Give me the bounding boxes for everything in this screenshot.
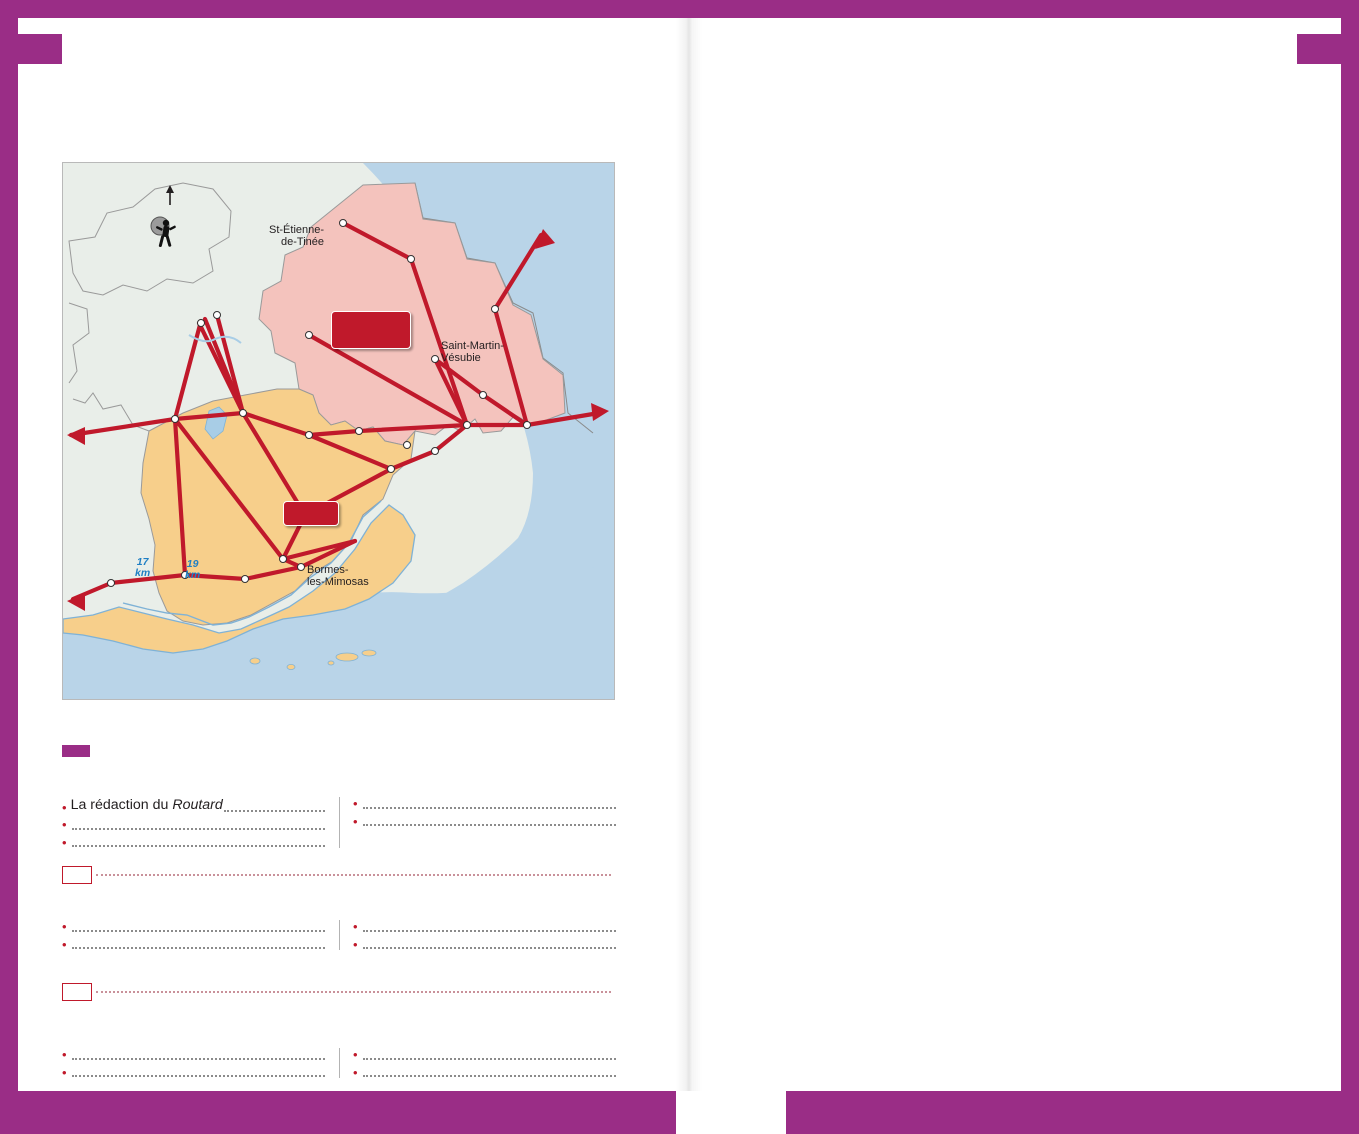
toc-entry[interactable] xyxy=(62,816,326,834)
toc-entry[interactable] xyxy=(62,1064,326,1082)
leader-dots xyxy=(72,1058,325,1060)
map-city-st-etienne-de-tinee: St-Étienne- de-Tinée xyxy=(269,224,325,248)
bullet-icon: • xyxy=(62,1064,67,1080)
leader-dots xyxy=(72,947,325,949)
bullet-icon: • xyxy=(353,1047,358,1062)
section-label xyxy=(62,866,92,884)
leader-dots xyxy=(363,1058,616,1060)
region-map xyxy=(62,162,615,700)
map-graphics xyxy=(63,163,614,699)
column-divider xyxy=(339,1048,340,1078)
page-number-right xyxy=(1297,34,1359,64)
bullet-icon: • xyxy=(62,817,67,833)
toc-entry[interactable] xyxy=(353,936,617,954)
map-dot xyxy=(107,579,115,587)
map-dot xyxy=(463,421,471,429)
map-dot xyxy=(197,319,205,327)
entries-preambule xyxy=(62,795,617,851)
entries-comment-y-aller xyxy=(62,918,617,953)
entry-column-2 xyxy=(353,918,617,953)
entry-column-1 xyxy=(62,795,326,851)
map-dot xyxy=(403,441,411,449)
bullet-icon: • xyxy=(62,936,67,952)
bullet-icon: • xyxy=(353,796,358,811)
entry-column-2 xyxy=(353,1046,617,1081)
leader-dots xyxy=(363,930,616,932)
toc-entry-label: La rédaction du Routard xyxy=(70,797,223,813)
map-city-bormes-les-mimosas: Bormes- les-Mimosas xyxy=(307,564,369,588)
map-badge-alpes-maritimes xyxy=(331,311,411,349)
entry-column-2 xyxy=(353,795,617,851)
column-divider xyxy=(339,920,340,950)
section-label xyxy=(62,983,92,1001)
leader-dots xyxy=(363,807,616,809)
map-city-saint-martin-vesubie: Saint-Martin- Vésubie xyxy=(441,340,504,364)
map-dot xyxy=(407,255,415,263)
map-dot xyxy=(431,355,439,363)
toc-entry[interactable] xyxy=(353,795,617,813)
map-distance: 17 km xyxy=(135,556,151,580)
toc-entry[interactable] xyxy=(353,813,617,831)
leader-dots xyxy=(72,1075,325,1077)
section-heading-comment-y-aller[interactable] xyxy=(62,866,617,884)
toc-entry[interactable] xyxy=(353,1064,617,1082)
right-page xyxy=(688,18,1341,1091)
bullet-icon: • xyxy=(62,919,67,934)
entries-bon-a-savoir xyxy=(62,1046,617,1081)
toc-entry[interactable] xyxy=(353,1046,617,1064)
bullet-icon: • xyxy=(353,936,358,952)
leader-dots xyxy=(363,1075,616,1077)
toc-entry[interactable] xyxy=(62,834,326,852)
toc-entry[interactable] xyxy=(353,918,617,936)
map-dot xyxy=(523,421,531,429)
hiker-icon xyxy=(147,215,183,253)
bullet-icon: • xyxy=(62,799,67,815)
map-dot xyxy=(241,575,249,583)
section-heading-bon-a-savoir[interactable] xyxy=(62,983,617,1001)
map-dot xyxy=(387,465,395,473)
map-dot xyxy=(305,431,313,439)
leader-dots xyxy=(72,930,325,932)
leader-dots xyxy=(96,874,611,876)
leader-dots xyxy=(72,828,325,830)
column-divider xyxy=(339,797,340,848)
leader-dots xyxy=(363,947,616,949)
spine-bottom-gap xyxy=(676,1091,786,1134)
bullet-icon: • xyxy=(353,919,358,934)
leader-dots xyxy=(363,824,616,826)
toc-entry[interactable] xyxy=(62,918,326,936)
map-dot xyxy=(305,331,313,339)
toc-entry[interactable] xyxy=(62,1046,326,1064)
bullet-icon: • xyxy=(62,834,67,850)
map-dot xyxy=(239,409,247,417)
map-dot xyxy=(431,447,439,455)
leader-dots xyxy=(96,991,611,993)
map-dot xyxy=(339,219,347,227)
toc-entry[interactable] xyxy=(62,795,326,816)
map-dot xyxy=(355,427,363,435)
bullet-icon: • xyxy=(353,813,358,829)
map-dot xyxy=(491,305,499,313)
map-dot xyxy=(297,563,305,571)
page-number-left xyxy=(0,34,62,64)
entry-column-1 xyxy=(62,1046,326,1081)
leader-dots xyxy=(224,810,325,812)
leader-dots xyxy=(72,845,325,847)
map-distance: 19 km xyxy=(185,558,201,582)
compass-arrow-icon xyxy=(159,185,181,207)
map-dot xyxy=(279,555,287,563)
bullet-icon: • xyxy=(353,1064,358,1080)
map-badge-var xyxy=(283,501,339,526)
entry-column-1 xyxy=(62,918,326,953)
map-dot xyxy=(213,311,221,319)
bullet-icon: • xyxy=(62,1047,67,1062)
section-heading-preambule[interactable] xyxy=(62,745,90,757)
toc-entry[interactable] xyxy=(62,936,326,954)
map-dot xyxy=(479,391,487,399)
map-dot xyxy=(171,415,179,423)
